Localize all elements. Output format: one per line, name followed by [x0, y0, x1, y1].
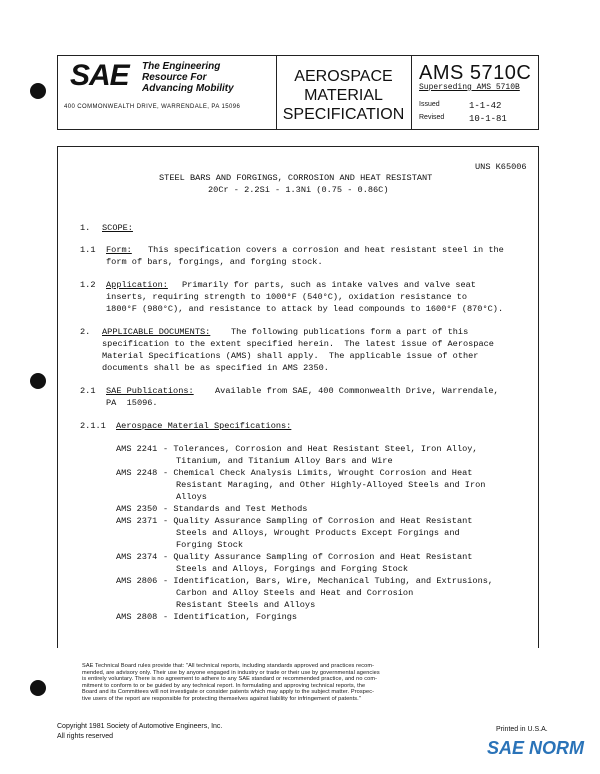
ams-ref-number: AMS 2808 — [116, 612, 158, 622]
ams-ref-number: AMS 2350 — [116, 504, 158, 514]
section-2-1-1-number: 2.1.1 — [80, 421, 106, 431]
issued-label: Issued — [419, 101, 440, 108]
section-2-1-line: PA 15096. — [106, 398, 158, 408]
ams-ref-number: AMS 2371 — [116, 516, 158, 526]
ams-ref-number: AMS 2806 — [116, 576, 158, 586]
section-2-1-line: Available from SAE, 400 Commonwealth Drive, Warrendale, — [215, 386, 499, 396]
issued-date: 1-1-42 — [469, 101, 502, 111]
ams-ref-line: - Tolerances, Corrosion and Heat Resistant Steel, Iron Alloy, — [163, 444, 478, 454]
ams-ref-number: AMS 2241 — [116, 444, 158, 454]
revised-date: 10-1-81 — [469, 114, 507, 124]
superseding-note: Superseding AMS 5710B — [419, 83, 520, 92]
section-1-1-line: form of bars, forgings, and forging stock. — [106, 257, 323, 267]
document-body — [57, 146, 539, 648]
section-1-1-line: This specification covers a corrosion and heat resistant steel in the — [148, 245, 504, 255]
binder-hole-top — [30, 83, 46, 99]
ams-ref-line: Resistant Steels and Alloys — [176, 600, 316, 610]
section-2-line: The following publications form a part of this — [231, 327, 469, 337]
sae-address: 400 COMMONWEALTH DRIVE, WARRENDALE, PA 15096 — [64, 104, 241, 110]
binder-hole-middle — [30, 373, 46, 389]
document-category: AEROSPACE MATERIAL SPECIFICATION — [282, 68, 405, 123]
section-2-number: 2. — [80, 327, 91, 337]
ams-ref-line: Carbon and Alloy Steels and Heat and Corrosion — [176, 588, 414, 598]
section-1-2-line: inserts, requiring strength to 1000°F (540°C), oxidation resistance to — [106, 292, 467, 302]
section-1-2-line: 1800°F (980°C), and resistance to attack by lead compounds to 1600°F (870°C). — [106, 304, 504, 314]
sae-logo: SAE — [70, 59, 129, 92]
sae-tagline: The Engineering Resource For Advancing Mobility — [142, 61, 234, 94]
section-2-line: documents shall be as specified in AMS 2350. — [102, 363, 329, 373]
ams-ref-line: - Identification, Forgings — [163, 612, 298, 622]
section-1-1-head: Form: — [106, 245, 132, 255]
section-1-1-number: 1.1 — [80, 245, 96, 255]
header-box — [57, 55, 539, 130]
section-1-2-head: Application: — [106, 280, 168, 290]
section-2-head: APPLICABLE DOCUMENTS: — [102, 327, 211, 337]
section-1-2-number: 1.2 — [80, 280, 96, 290]
section-1-number: 1. — [80, 223, 91, 233]
section-1-2-line: Primarily for parts, such as intake valves and valve seat — [182, 280, 476, 290]
ams-ref-line: - Quality Assurance Sampling of Corrosion and Heat Resistant — [163, 516, 473, 526]
ams-ref-line: Alloys — [176, 492, 207, 502]
uns-number: UNS K65006 — [475, 162, 527, 172]
ams-ref-line: Resistant Maraging, and Other Highly-Alloyed Steels and Iron — [176, 480, 486, 490]
copyright: Copyright 1981 Society of Automotive Engineers, Inc. All rights reserved — [57, 723, 223, 740]
ams-ref-line: Steels and Alloys, Forgings and Forging Stock — [176, 564, 409, 574]
document-subtitle: 20Cr - 2.2Si - 1.3Ni (0.75 - 0.86C) — [208, 185, 389, 195]
printed-in: Printed in U.S.A. — [496, 726, 548, 733]
technical-board-notice: SAE Technical Board rules provide that: "All technical reports, including standards approved and practices recom- mended, are advisory only. Their use by anyone engaged in industry or trade or their use by governmental agencies is entirely voluntary. There is no agreement to adhere to any SAE standard or recommended practice, and no com- mitment to conform to or be guided by any technical report. In formulating and approving technical reports, the Board and its Committees will not investigate or consider patents which may apply to the subject matter. Prospec- tive users of the report are responsible for protecting themselves against liability for infringement of patents." — [82, 663, 380, 702]
section-2-1-head: SAE Publications: — [106, 386, 194, 396]
revised-label: Revised — [419, 114, 445, 121]
ams-ref-number: AMS 2248 — [116, 468, 158, 478]
ams-ref-line: Steels and Alloys, Wrought Products Except Forgings and — [176, 528, 460, 538]
ams-ref-line: Forging Stock — [176, 540, 244, 550]
sae-norm-watermark: SAE NORM — [487, 738, 585, 758]
section-2-1-number: 2.1 — [80, 386, 96, 396]
document-title: STEEL BARS AND FORGINGS, CORROSION AND HEAT RESISTANT — [159, 173, 433, 183]
ams-ref-line: - Chemical Check Analysis Limits, Wrought Corrosion and Heat — [163, 468, 473, 478]
ams-ref-line: - Quality Assurance Sampling of Corrosion and Heat Resistant — [163, 552, 473, 562]
binder-hole-bottom — [30, 680, 46, 696]
section-2-line: specification to the extent specified herein. The latest issue of Aerospace — [102, 339, 494, 349]
ams-ref-number: AMS 2374 — [116, 552, 158, 562]
ams-ref-line: Titanium, and Titanium Alloy Bars and Wire — [176, 456, 393, 466]
section-1-title: SCOPE: — [102, 223, 133, 233]
section-2-line: Material Specifications (AMS) shall apply. The applicable issue of other — [102, 351, 479, 361]
ams-ref-line: - Identification, Bars, Wire, Mechanical Tubing, and Extrusions, — [163, 576, 494, 586]
ams-ref-line: - Standards and Test Methods — [163, 504, 308, 514]
document-number: AMS 5710C — [419, 62, 532, 84]
section-2-1-1-head: Aerospace Material Specifications: — [116, 421, 292, 431]
